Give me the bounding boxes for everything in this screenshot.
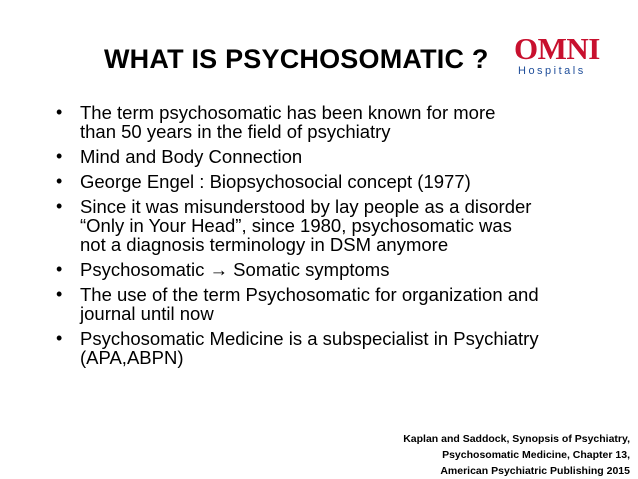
logo-name: OMNI	[514, 31, 600, 66]
bullet-dot-icon: •	[56, 196, 63, 216]
bullet-item	[56, 285, 616, 323]
bullet-dot-icon: •	[56, 171, 63, 191]
bullet-item	[56, 260, 616, 279]
bullet-text: Mind and Body Connection	[80, 146, 303, 167]
citation	[403, 431, 630, 479]
bullet-dot-icon: •	[56, 146, 63, 166]
bullet-item	[56, 329, 616, 367]
bullet-dot-icon: •	[56, 102, 63, 122]
slide-title: WHAT IS PSYCHOSOMATIC ?	[104, 44, 489, 74]
bullet-text: Psychosomatic Medicine is a subspecialist in Psychiatry (APA,ABPN)	[80, 328, 539, 368]
citation-line: Psychosomatic Medicine, Chapter 13,	[442, 449, 630, 461]
bullet-text: Since it was misunderstood by lay people as a disorder “Only in Your Head”, since 1980, psychosomatic was not a diagnosis terminology in DSM anymore	[80, 196, 532, 255]
bullet-dot-icon: •	[56, 284, 63, 304]
bullet-item	[56, 147, 616, 166]
bullet-text: George Engel : Biopsychosocial concept (1977)	[80, 171, 471, 192]
bullet-dot-icon: •	[56, 259, 63, 279]
bullet-item	[56, 197, 616, 254]
bullet-text: The term psychosomatic has been known for more than 50 years in the field of psychiatry	[80, 102, 496, 142]
citation-line: American Psychiatric Publishing 2015	[440, 465, 630, 477]
omni-hospitals-logo	[514, 32, 614, 84]
bullet-dot-icon: •	[56, 328, 63, 348]
bullet-text: Psychosomatic → Somatic symptoms	[80, 259, 390, 280]
bullet-item	[56, 103, 616, 141]
bullet-item	[56, 172, 616, 191]
logo-subtitle: Hospitals	[518, 65, 586, 77]
citation-line: Kaplan and Saddock, Synopsis of Psychiatry,	[403, 433, 630, 445]
bullet-text: The use of the term Psychosomatic for organization and journal until now	[80, 284, 539, 324]
bullet-list	[56, 103, 616, 373]
